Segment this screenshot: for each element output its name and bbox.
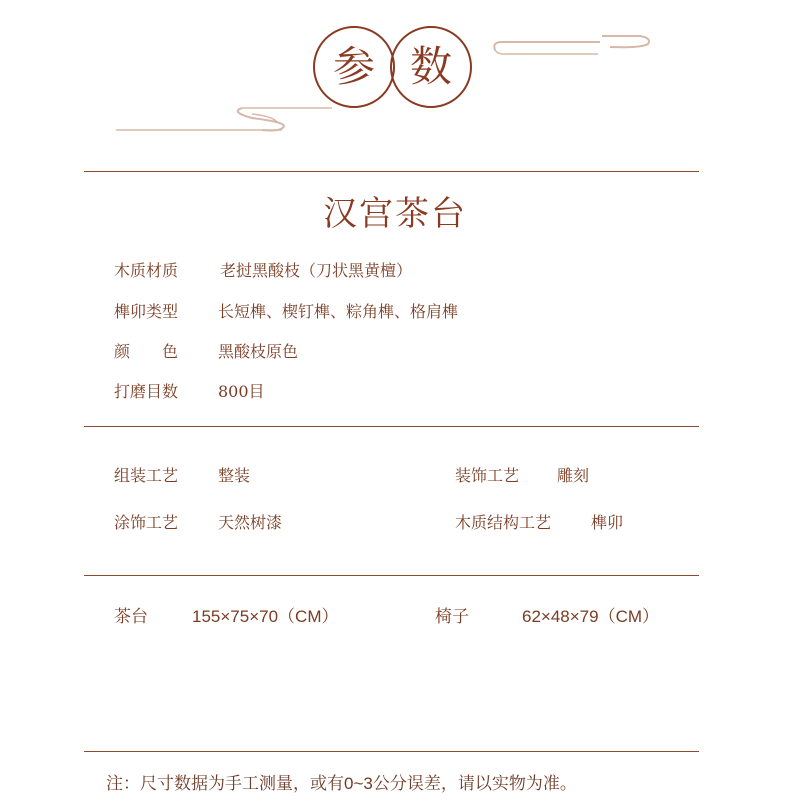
craft-label-finish: 涂饰工艺 (114, 513, 179, 532)
divider-crafts (84, 575, 699, 576)
dim-label-tea-table: 茶台 (114, 607, 148, 627)
dim-label-chair: 椅子 (435, 607, 469, 627)
divider-top (84, 171, 699, 172)
craft-value-structure: 榫卯 (591, 513, 624, 532)
cloud-decoration-right (490, 28, 660, 64)
dim-value-tea-table: 155×75×70（CM） (192, 607, 339, 626)
spec-label-joinery: 榫卯类型 (114, 302, 179, 321)
cloud-decoration-left (112, 100, 342, 136)
heading-char-1: 参 (332, 42, 375, 91)
spec-label-polish: 打磨目数 (114, 382, 179, 401)
craft-label-assembly: 组装工艺 (114, 466, 179, 485)
craft-value-finish: 天然树漆 (218, 513, 283, 532)
craft-label-structure: 木质结构工艺 (455, 513, 552, 532)
spec-value-polish: 800目 (218, 382, 265, 401)
heading-seal-1 (313, 26, 395, 108)
divider-specs (84, 426, 699, 427)
spec-value-color: 黑酸枝原色 (218, 342, 299, 361)
craft-label-decoration: 装饰工艺 (455, 466, 520, 485)
spec-value-joinery: 长短榫、楔钉榫、粽角榫、格肩榫 (218, 302, 459, 321)
spec-value-material: 老挝黑酸枝（刀状黑黄檀） (220, 261, 413, 280)
product-title: 汉宫茶台 (323, 194, 467, 234)
craft-value-assembly: 整装 (218, 466, 251, 485)
spec-label-material: 木质材质 (114, 261, 179, 280)
measurement-note: 注：尺寸数据为手工测量，或有0~3公分误差，请以实物为准。 (106, 774, 577, 793)
dim-value-chair: 62×48×79（CM） (522, 607, 660, 626)
spec-label-color: 颜 色 (114, 342, 179, 361)
heading-seal-2 (390, 26, 472, 108)
divider-bottom (84, 751, 699, 752)
heading-char-2: 数 (409, 42, 452, 91)
craft-value-decoration: 雕刻 (557, 466, 590, 485)
